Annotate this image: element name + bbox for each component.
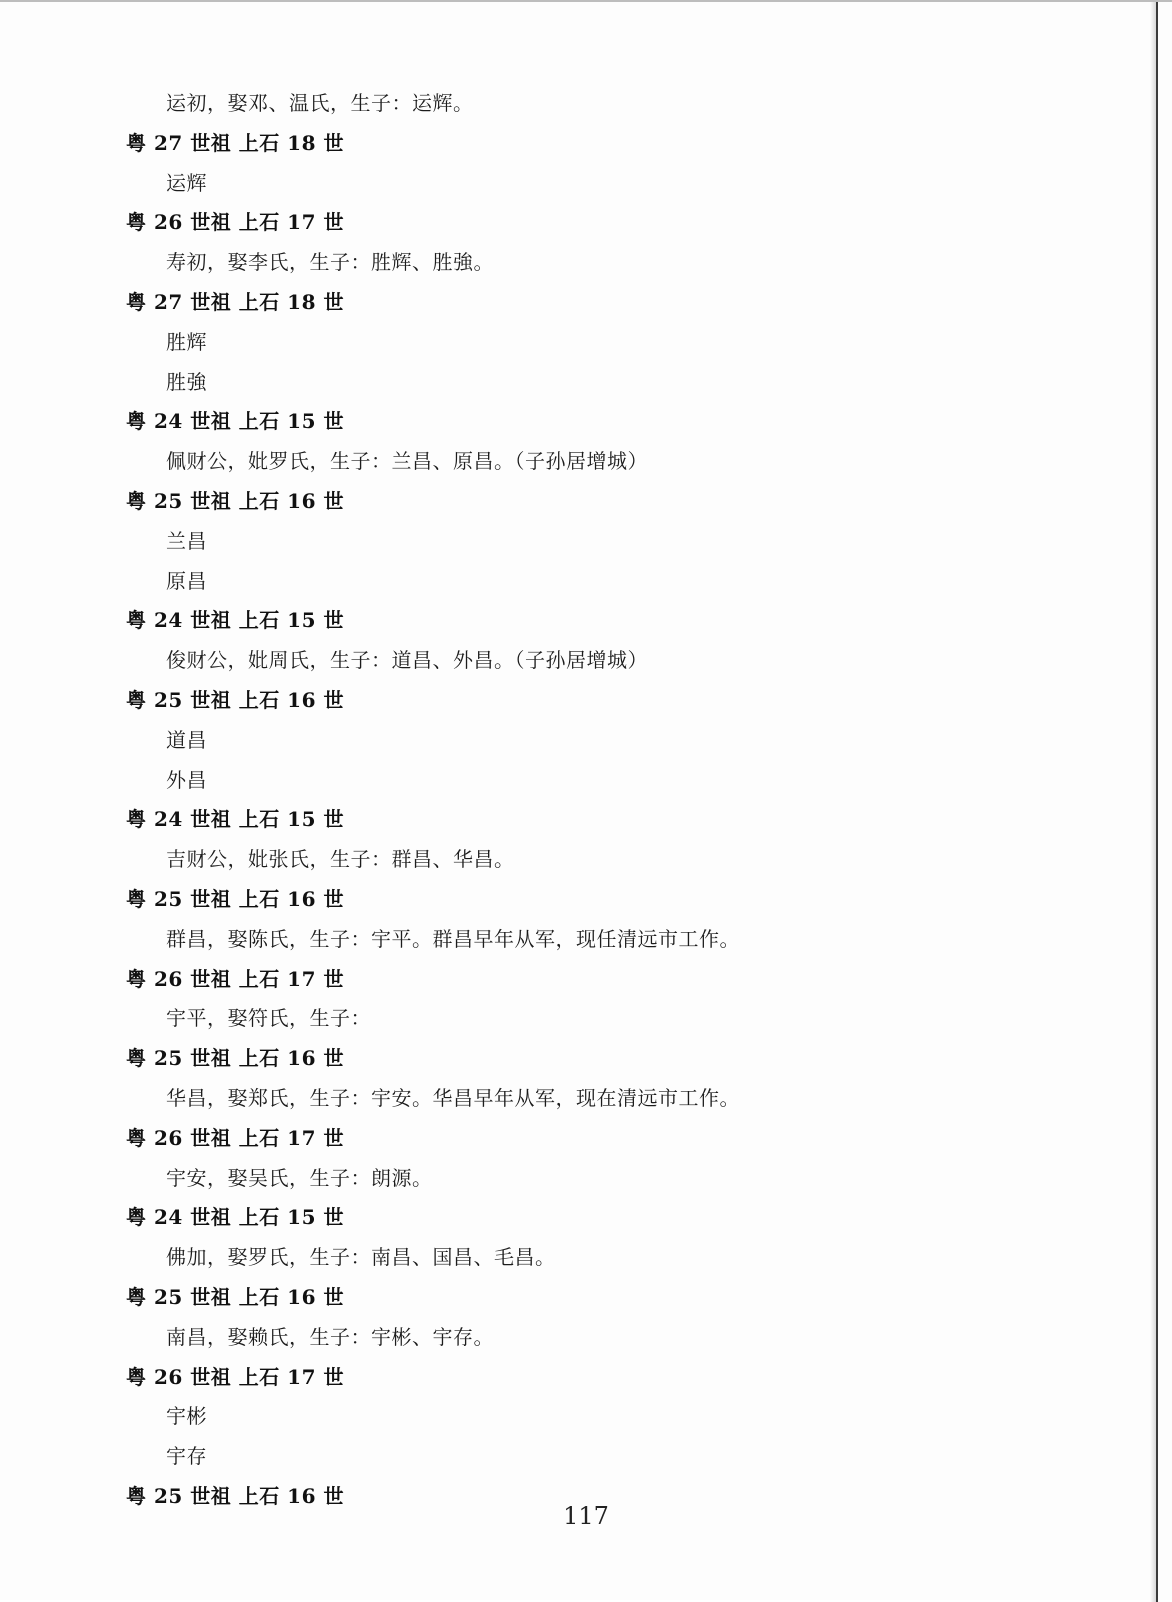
generation-heading: 粤 26 世祖 上石 17 世 bbox=[126, 1364, 344, 1389]
generation-heading: 粤 25 世祖 上石 16 世 bbox=[126, 488, 344, 513]
generation-heading: 粤 24 世祖 上石 15 世 bbox=[126, 409, 344, 434]
person-entry: 宇彬 bbox=[166, 1404, 207, 1429]
person-entry: 群昌，娶陈氏，生子：宇平。群昌早年从军，现任清远市工作。 bbox=[166, 926, 740, 951]
person-entry: 道昌 bbox=[166, 727, 207, 752]
generation-heading: 粤 26 世祖 上石 17 世 bbox=[126, 966, 344, 991]
person-entry: 吉财公，妣张氏，生子：群昌、华昌。 bbox=[166, 847, 515, 872]
person-entry: 俊财公，妣周氏，生子：道昌、外昌。（子孙居增城） bbox=[166, 648, 648, 673]
person-entry: 外昌 bbox=[166, 767, 207, 792]
person-entry: 佩财公，妣罗氏，生子：兰昌、原昌。（子孙居增城） bbox=[166, 449, 648, 474]
generation-heading: 粤 24 世祖 上石 15 世 bbox=[126, 608, 344, 633]
generation-heading: 粤 25 世祖 上石 16 世 bbox=[126, 687, 344, 712]
generation-heading: 粤 24 世祖 上石 15 世 bbox=[126, 1205, 344, 1230]
person-entry: 华昌，娶郑氏，生子：宇安。华昌早年从军，现在清远市工作。 bbox=[166, 1085, 740, 1110]
generation-heading: 粤 27 世祖 上石 18 世 bbox=[126, 289, 344, 314]
person-entry: 运初，娶邓、温氏，生子：运辉。 bbox=[166, 91, 474, 115]
person-entry: 南昌，娶赖氏，生子：宇彬、宇存。 bbox=[166, 1324, 494, 1349]
generation-heading: 粤 27 世祖 上石 18 世 bbox=[126, 130, 344, 155]
generation-heading: 粤 26 世祖 上石 17 世 bbox=[126, 210, 344, 235]
generation-heading: 粤 25 世祖 上石 16 世 bbox=[126, 1046, 344, 1071]
page-number: 117 bbox=[563, 1502, 609, 1530]
person-entry: 宇安，娶吴氏，生子：朗源。 bbox=[166, 1165, 433, 1190]
person-entry: 寿初，娶李氏，生子：胜辉、胜強。 bbox=[166, 250, 494, 275]
generation-heading: 粤 24 世祖 上石 15 世 bbox=[126, 807, 344, 832]
generation-heading: 粤 25 世祖 上石 16 世 bbox=[126, 1483, 344, 1508]
person-entry: 宇平，娶符氏，生子： bbox=[166, 1006, 371, 1031]
generation-heading: 粤 26 世祖 上石 17 世 bbox=[126, 1125, 344, 1150]
person-entry: 佛加，娶罗氏，生子：南昌、国昌、毛昌。 bbox=[166, 1245, 556, 1270]
person-entry: 兰昌 bbox=[166, 528, 207, 553]
person-entry: 胜辉 bbox=[166, 329, 207, 354]
genealogy-entries bbox=[0, 84, 1140, 1517]
person-entry: 运辉 bbox=[166, 170, 207, 195]
person-entry: 胜強 bbox=[166, 369, 207, 394]
person-entry: 原昌 bbox=[166, 568, 207, 593]
page-edge bbox=[1156, 2, 1158, 1602]
person-entry: 宇存 bbox=[166, 1444, 207, 1469]
generation-heading: 粤 25 世祖 上石 16 世 bbox=[126, 1284, 344, 1309]
generation-heading: 粤 25 世祖 上石 16 世 bbox=[126, 886, 344, 911]
